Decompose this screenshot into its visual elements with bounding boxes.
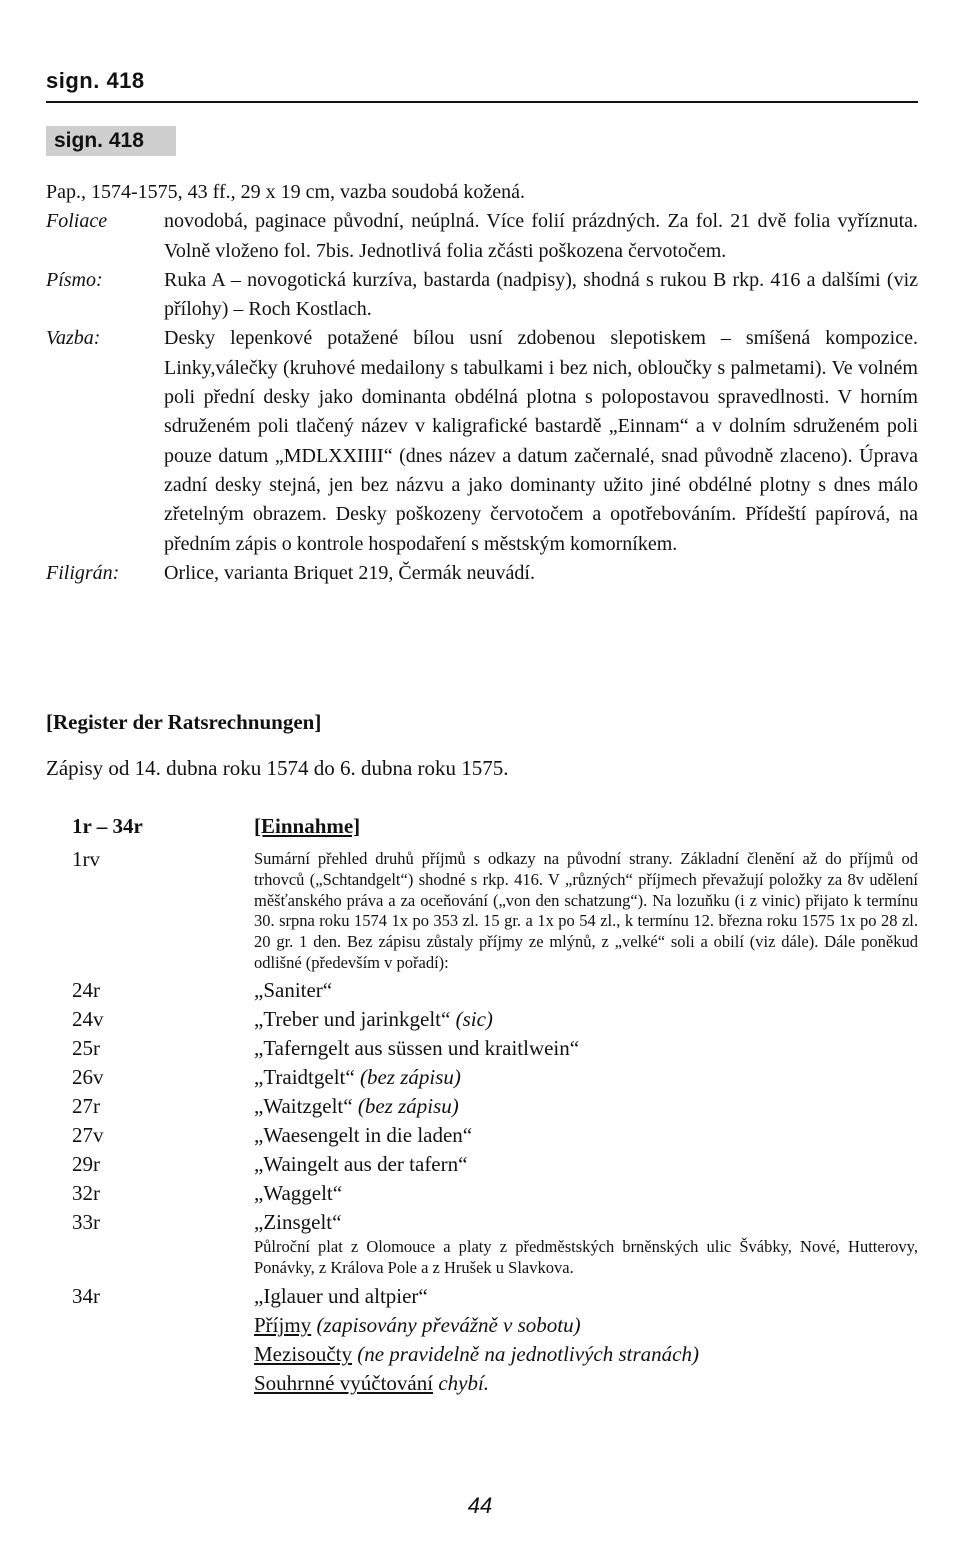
closing-text: (ne pravidelně na jednotlivých stranách) — [351, 1342, 699, 1367]
list-item — [72, 1369, 932, 1398]
list-item — [72, 1092, 932, 1121]
summary-note: Sumární přehled druhů příjmů s odkazy na původní strany. Základní členění až do příjmů od trhovců („Schtandgelt“) shodné s rkp. 416. V „různých“ příjmech převažují položky za 8v udělení měšťanského práva a za oceňování („von den schatzung“). Na lozuňku (i z vinic) přijato k termínu 30. srpna roku 1574 1x po 353 zl. 15 gr. a 1x po 54 zl., k termínu 12. března roku 1575 1x po 28 zl. 20 gr. 1 den. Bez zápisu zůstaly příjmy ze mlýnů, z „velké“ soli a obilí (viz dále). Dále poněkud odlišné (především v pořadí): — [254, 849, 918, 972]
list-item — [72, 845, 932, 974]
closing-label: Příjmy — [254, 1313, 312, 1338]
page-number: 44 — [467, 1493, 493, 1518]
binding-text: Desky lepenkové potažené bílou usní zdobenou slepotiskem – smíšená kompozice. Linky,válečky (kruhové medailony s tabulkami i bez nich, obloučky s palmetami). Ve volném poli přední desky jako dominanta obdélná plotna s polopostavou spravedlnosti. V horním sdruženém poli tlačený název v kaligrafické bastardě „Einnam“ a v dolním sdruženém poli pouze datum „MDLXXIIII“ (dnes název a datum začernalé, snad původně zlaceno). Úprava zadní desky stejná, jen bez názvu a jako dominanty užito jiné obdélné plotny s dnes málo zřetelným obrazem. Desky poškozeny červotočem a opotřebováním. Přídeští papírová, na předním zápis o kontrole hospodaření s městským komorníkem. — [164, 327, 918, 555]
script-text: Ruka A – novogotická kurzíva, bastarda (nadpisy), shodná s rukou B rkp. 416 a dalšími (viz přílohy) – Roch Kostlach. — [164, 268, 918, 321]
list-item — [72, 1282, 932, 1311]
shelfmark-label: sign. 418 — [54, 129, 144, 152]
entry-title: „Saniter“ — [254, 977, 333, 1002]
physical-summary: Pap., 1574-1575, 43 ff., 29 x 19 cm, vazba soudobá kožená. — [46, 181, 525, 203]
entry-note: (bez zápisu) — [359, 1064, 461, 1089]
entry-note: (bez zápisu) — [357, 1093, 459, 1118]
register-dates: Zápisy od 14. dubna roku 1574 do 6. dubna roku 1575. — [46, 756, 509, 780]
foliation-label: Foliace — [46, 210, 108, 233]
closing-label: Mezisoučty — [254, 1342, 352, 1367]
list-item — [72, 1150, 932, 1179]
entry-title: „Iglauer und altpier“ — [254, 1284, 428, 1309]
shelfmark-box — [46, 126, 176, 156]
entry-title: „Waggelt“ — [254, 1180, 343, 1205]
closing-label: Souhrnné vyúčtování — [254, 1371, 434, 1396]
folio: 27r — [72, 1093, 100, 1118]
watermark-text: Orlice, varianta Briquet 219, Čermák neuvádí. — [164, 561, 535, 584]
binding-label: Vazba: — [46, 327, 101, 350]
list-item — [72, 1237, 932, 1279]
list-item — [72, 1340, 932, 1369]
binding-row — [46, 324, 926, 558]
list-item — [72, 976, 932, 1005]
foliation-row — [46, 207, 926, 266]
entry-title: „Zinsgelt“ — [254, 1209, 342, 1234]
script-row — [46, 266, 926, 325]
register-title: [Register der Ratsrechnungen] — [46, 710, 322, 734]
list-item — [72, 812, 932, 841]
zins-note: Půlroční plat z Olomouce a platy z předměstských brněnských ulic Švábky, Nové, Hutterovy, Ponávky, z Králova Pole a z Hrušek u Slavkova. — [254, 1236, 918, 1277]
watermark-row — [46, 559, 926, 588]
closing-line — [254, 1340, 918, 1369]
list-item — [72, 1034, 932, 1063]
closing-text: chybí. — [433, 1371, 490, 1396]
section-heading: [Einnahme] — [254, 814, 361, 838]
running-head: sign. 418 — [46, 68, 145, 93]
folio: 24v — [72, 1006, 104, 1031]
header-rule — [46, 101, 918, 103]
entry-title: „Waingelt aus der tafern“ — [254, 1151, 468, 1176]
entry-title: „Taferngelt aus süssen und kraitlwein“ — [254, 1035, 580, 1060]
script-label: Písmo: — [46, 268, 103, 291]
foliation-text: novodobá, paginace původní, neúplná. Více folií prázdných. Za fol. 21 dvě folia vyříznuta. Volně vloženo fol. 7bis. Jednotlivá folia zčásti poškozena červotočem. — [164, 210, 918, 262]
folio: 27v — [72, 1122, 104, 1147]
folio: 29r — [72, 1151, 100, 1176]
folio: 32r — [72, 1180, 100, 1205]
list-item — [72, 1179, 932, 1208]
folio: 33r — [72, 1209, 100, 1234]
manuscript-description — [46, 178, 926, 588]
folio: 34r — [72, 1284, 100, 1309]
contents-list — [72, 812, 932, 1398]
entry-title: „Traidtgelt“ (bez zápisu) — [254, 1064, 461, 1089]
list-item — [72, 1208, 932, 1237]
list-item — [72, 1311, 932, 1340]
folio: 24r — [72, 977, 100, 1002]
entry-title: „Treber und jarinkgelt“ (sic) — [254, 1006, 493, 1031]
folio-range: 1r – 34r — [72, 814, 143, 838]
entry-title: „Waesengelt in die laden“ — [254, 1122, 473, 1147]
closing-text: (zapisovány převážně v sobotu) — [311, 1313, 581, 1338]
folio: 1rv — [72, 847, 100, 871]
closing-line — [254, 1311, 918, 1340]
closing-line — [254, 1369, 918, 1398]
list-item — [72, 1005, 932, 1034]
list-item — [72, 1121, 932, 1150]
folio: 26v — [72, 1064, 104, 1089]
entry-note: (sic) — [455, 1006, 493, 1031]
entry-title: „Waitzgelt“ (bez zápisu) — [254, 1093, 459, 1118]
watermark-label: Filigrán: — [46, 561, 120, 584]
list-item — [72, 1063, 932, 1092]
folio: 25r — [72, 1035, 100, 1060]
